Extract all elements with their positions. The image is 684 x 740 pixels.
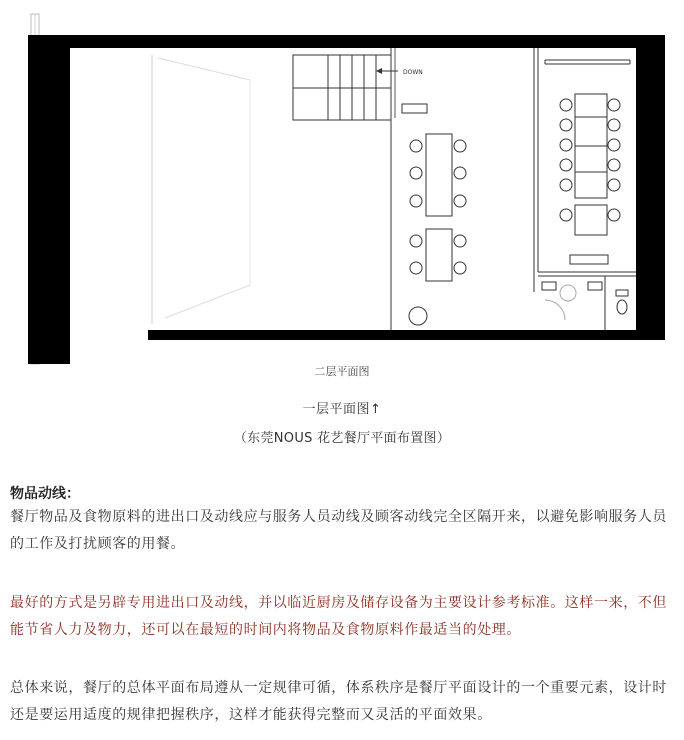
paragraph-1: 餐厅物品及食物原料的进出口及动线应与服务人员动线及顾客动线完全区隔开来，以避免影响服务人员的工作及打扰顾客的用餐。	[10, 509, 667, 552]
floor-plan-caption: 二层平面图	[314, 365, 370, 378]
paragraph-3: 总体来说，餐厅的总体平面布局遵从一定规律可循，体系秩序是餐厅平面设计的一个重要元素，设计时还是要运用适度的规律把握秩序，这样才能获得完整而又灵活的平面效果。	[10, 680, 667, 723]
figure-title: 一层平面图↑	[302, 402, 382, 417]
figure-subtitle: （东莞NOUS 花艺餐厅平面布置图）	[233, 431, 451, 446]
flowers-label: FLOWERS	[70, 181, 110, 190]
section-heading: 物品动线：	[10, 486, 80, 502]
interior-area	[148, 48, 636, 330]
down-label: DOWN	[403, 69, 423, 76]
paragraph-2-highlight: 最好的方式是另辟专用进出口及动线，并以临近厨房及储存设备为主要设计参考标准。这样一来，不但能节省人力及物力，还可以在最短的时间内将物品及食物原料作最适当的处理。	[10, 595, 667, 638]
